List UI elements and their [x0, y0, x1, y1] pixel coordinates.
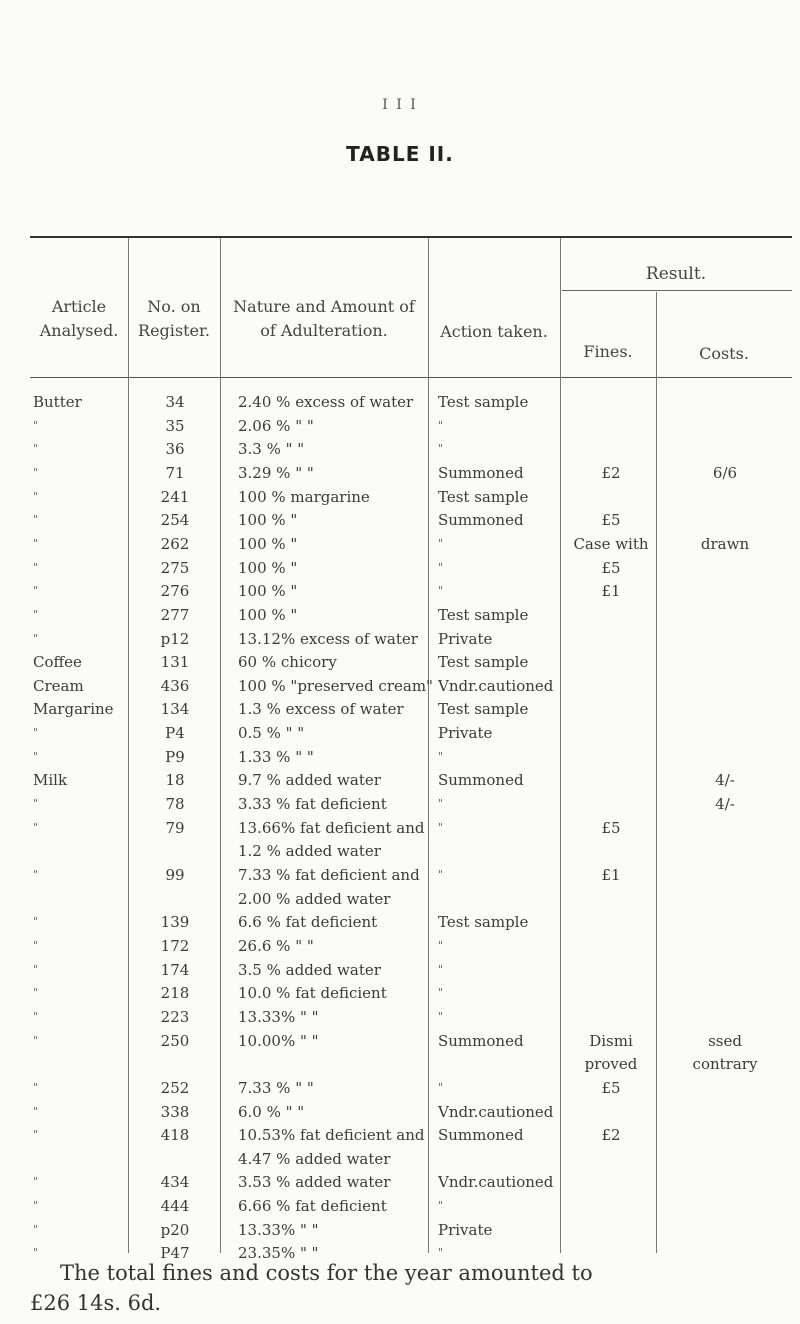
- cell-nature: 7.33 % " ": [238, 1079, 314, 1097]
- cell-article: ": [33, 584, 40, 597]
- cell-article: ": [33, 1128, 40, 1141]
- cell-action: Test sample: [438, 488, 529, 506]
- cell-article: ": [33, 537, 40, 550]
- table-row: [0, 960, 800, 984]
- cell-register-no: 277: [160, 606, 190, 624]
- cell-register-no: p20: [160, 1221, 190, 1239]
- table-row: [0, 487, 800, 511]
- header-article-line2: Analysed.: [39, 321, 119, 340]
- cell-action: Vndr.cautioned: [438, 1103, 554, 1121]
- table-row: [0, 416, 800, 440]
- table-row: [0, 936, 800, 960]
- cell-register-no: 172: [160, 937, 190, 955]
- cell-article: ": [33, 821, 40, 834]
- cell-fines: £1: [601, 582, 621, 600]
- cell-action: ": [438, 419, 445, 432]
- cell-register-no: 99: [165, 866, 185, 884]
- cell-article: ": [33, 1223, 40, 1236]
- header-article: [30, 295, 128, 343]
- table-row: [0, 841, 800, 865]
- cell-action: Private: [438, 1221, 493, 1239]
- header-article-line1: Article: [51, 297, 107, 316]
- table-row: [0, 699, 800, 723]
- cell-costs: 6/6: [712, 464, 738, 482]
- cell-nature: 10.0 % fat deficient: [238, 984, 387, 1002]
- page-number: I I I: [382, 97, 418, 113]
- header-register-line2: Register.: [138, 321, 210, 340]
- cell-nature: 0.5 % " ": [238, 724, 305, 742]
- cell-nature: 13.33% " ": [238, 1221, 319, 1239]
- cell-action: Summoned: [438, 464, 524, 482]
- table-row: [0, 818, 800, 842]
- cell-nature: 1.2 % added water: [238, 842, 381, 860]
- cell-nature: 6.6 % fat deficient: [238, 913, 378, 931]
- cell-nature: 1.33 % " ": [238, 748, 314, 766]
- cell-nature: 100 % "preserved cream": [238, 677, 433, 695]
- header-rule: [30, 377, 792, 378]
- cell-article: ": [33, 1175, 40, 1188]
- cell-action: Private: [438, 724, 493, 742]
- cell-register-no: 338: [160, 1103, 190, 1121]
- table-row: [0, 510, 800, 534]
- cell-article: ": [33, 490, 40, 503]
- header-result: Result.: [645, 264, 707, 284]
- cell-action: ": [438, 963, 445, 976]
- cell-action: Vndr.cautioned: [438, 1173, 554, 1191]
- table-row: [0, 747, 800, 771]
- cell-action: Test sample: [438, 653, 529, 671]
- cell-fines: £5: [601, 1079, 621, 1097]
- header-register-line1: No. on: [147, 297, 201, 316]
- cell-costs: 4/-: [715, 771, 735, 789]
- cell-article: ": [33, 939, 40, 952]
- table-row: [0, 1031, 800, 1055]
- header-nature-line1: Nature and Amount of: [233, 297, 415, 316]
- cell-register-no: 241: [160, 488, 190, 506]
- cell-article: ": [33, 1010, 40, 1023]
- cell-nature: 100 % ": [238, 535, 298, 553]
- cell-costs: ssed: [708, 1032, 742, 1050]
- table-row: [0, 1196, 800, 1220]
- cell-register-no: 444: [160, 1197, 190, 1215]
- cell-nature: 3.53 % added water: [238, 1173, 391, 1191]
- cell-article: ": [33, 561, 40, 574]
- cell-action: Summoned: [438, 511, 524, 529]
- cell-fines: Dismi: [589, 1032, 633, 1050]
- cell-register-no: 134: [160, 700, 190, 718]
- cell-register-no: P4: [165, 724, 185, 742]
- cell-nature: 2.00 % added water: [238, 890, 391, 908]
- cell-register-no: 78: [165, 795, 185, 813]
- cell-action: ": [438, 1199, 445, 1212]
- table-row: [0, 1125, 800, 1149]
- cell-action: Summoned: [438, 1126, 524, 1144]
- cell-article: ": [33, 632, 40, 645]
- cell-action: Test sample: [438, 700, 529, 718]
- cell-nature: 9.7 % added water: [238, 771, 381, 789]
- cell-costs: 4/-: [715, 795, 735, 813]
- header-action: Action taken.: [440, 322, 548, 341]
- cell-article: ": [33, 466, 40, 479]
- table-row: [0, 889, 800, 913]
- cell-action: Vndr.cautioned: [438, 677, 554, 695]
- cell-article: ": [33, 442, 40, 455]
- header-register: [128, 295, 220, 343]
- table-row: [0, 534, 800, 558]
- cell-nature: 3.5 % added water: [238, 961, 381, 979]
- cell-article: Margarine: [33, 700, 114, 718]
- footer-line-2: £26 14s. 6d.: [30, 1291, 162, 1315]
- table-row: [0, 558, 800, 582]
- table-row: [0, 605, 800, 629]
- cell-action: Test sample: [438, 606, 529, 624]
- header-nature: [220, 295, 428, 343]
- cell-fines: £2: [601, 464, 621, 482]
- table-row: [0, 676, 800, 700]
- cell-register-no: 71: [165, 464, 185, 482]
- cell-nature: 3.3 % " ": [238, 440, 305, 458]
- cell-action: ": [438, 939, 445, 952]
- cell-nature: 3.33 % fat deficient: [238, 795, 387, 813]
- table-row: [0, 723, 800, 747]
- cell-article: ": [33, 797, 40, 810]
- cell-article: ": [33, 1246, 40, 1259]
- cell-nature: 100 % ": [238, 582, 298, 600]
- cell-fines: £5: [601, 511, 621, 529]
- page-title: TABLE II.: [346, 142, 454, 166]
- cell-register-no: 79: [165, 819, 185, 837]
- cell-nature: 100 % ": [238, 511, 298, 529]
- cell-action: ": [438, 442, 445, 455]
- cell-nature: 6.66 % fat deficient: [238, 1197, 387, 1215]
- cell-article: ": [33, 963, 40, 976]
- cell-register-no: 36: [165, 440, 185, 458]
- cell-action: ": [438, 750, 445, 763]
- table-row: [0, 865, 800, 889]
- cell-article: Coffee: [33, 653, 82, 671]
- cell-article: Butter: [33, 393, 82, 411]
- cell-register-no: P9: [165, 748, 185, 766]
- cell-article: ": [33, 868, 40, 881]
- cell-article: ": [33, 750, 40, 763]
- footer-note: [30, 1258, 790, 1318]
- cell-nature: 100 % margarine: [238, 488, 370, 506]
- cell-article: ": [33, 608, 40, 621]
- cell-action: Test sample: [438, 913, 529, 931]
- cell-article: ": [33, 726, 40, 739]
- table-row: [0, 629, 800, 653]
- header-costs: Costs.: [699, 344, 749, 363]
- cell-nature: 1.3 % excess of water: [238, 700, 404, 718]
- table-row: [0, 912, 800, 936]
- cell-costs: contrary: [692, 1055, 758, 1073]
- cell-article: ": [33, 1199, 40, 1212]
- cell-register-no: 254: [160, 511, 190, 529]
- cell-register-no: 436: [160, 677, 190, 695]
- cell-action: Summoned: [438, 1032, 524, 1050]
- result-divider: [562, 290, 792, 291]
- table-row: [0, 1149, 800, 1173]
- cell-nature: 13.12% excess of water: [238, 630, 418, 648]
- cell-action: ": [438, 584, 445, 597]
- table-row: [0, 1078, 800, 1102]
- footer-line-1: The total fines and costs for the year amounted to: [60, 1261, 593, 1285]
- cell-register-no: 174: [160, 961, 190, 979]
- cell-action: Summoned: [438, 771, 524, 789]
- cell-fines: £1: [601, 866, 621, 884]
- table-top-rule: [30, 236, 792, 238]
- table-row: [0, 439, 800, 463]
- cell-register-no: 262: [160, 535, 190, 553]
- cell-nature: 60 % chicory: [238, 653, 337, 671]
- cell-nature: 6.0 % " ": [238, 1103, 305, 1121]
- cell-article: ": [33, 986, 40, 999]
- cell-action: Test sample: [438, 393, 529, 411]
- cell-action: ": [438, 537, 445, 550]
- table-row: [0, 652, 800, 676]
- cell-nature: 7.33 % fat deficient and: [238, 866, 420, 884]
- cell-action: ": [438, 561, 445, 574]
- cell-action: ": [438, 1246, 445, 1259]
- table-row: [0, 1220, 800, 1244]
- cell-action: ": [438, 868, 445, 881]
- cell-nature: 4.47 % added water: [238, 1150, 391, 1168]
- table-row: [0, 1007, 800, 1031]
- cell-article: ": [33, 513, 40, 526]
- cell-register-no: 35: [165, 417, 185, 435]
- cell-nature: 13.66% fat deficient and: [238, 819, 425, 837]
- cell-fines: £2: [601, 1126, 621, 1144]
- cell-register-no: 418: [160, 1126, 190, 1144]
- cell-action: ": [438, 986, 445, 999]
- cell-register-no: 275: [160, 559, 190, 577]
- cell-register-no: 252: [160, 1079, 190, 1097]
- cell-article: ": [33, 1034, 40, 1047]
- table-row: [0, 581, 800, 605]
- cell-register-no: 34: [165, 393, 185, 411]
- cell-article: ": [33, 1081, 40, 1094]
- cell-nature: 26.6 % " ": [238, 937, 314, 955]
- cell-nature: 10.53% fat deficient and: [238, 1126, 425, 1144]
- header-nature-line2: of Adulteration.: [260, 321, 388, 340]
- cell-action: Private: [438, 630, 493, 648]
- cell-register-no: 276: [160, 582, 190, 600]
- cell-fines: £5: [601, 559, 621, 577]
- cell-nature: 2.40 % excess of water: [238, 393, 414, 411]
- table-row: [0, 1054, 800, 1078]
- table-row: [0, 794, 800, 818]
- table-row: [0, 392, 800, 416]
- cell-nature: 23.35% " ": [238, 1244, 319, 1262]
- table-row: [0, 1102, 800, 1126]
- cell-fines: £5: [601, 819, 621, 837]
- cell-nature: 3.29 % " ": [238, 464, 314, 482]
- cell-register-no: 223: [160, 1008, 190, 1026]
- table-row: [0, 983, 800, 1007]
- cell-register-no: 218: [160, 984, 190, 1002]
- cell-article: Cream: [33, 677, 84, 695]
- cell-register-no: 434: [160, 1173, 190, 1191]
- cell-nature: 13.33% " ": [238, 1008, 319, 1026]
- cell-article: Milk: [33, 771, 68, 789]
- cell-register-no: P47: [160, 1244, 190, 1262]
- cell-register-no: p12: [160, 630, 190, 648]
- cell-costs: drawn: [700, 535, 750, 553]
- cell-nature: 100 % ": [238, 606, 298, 624]
- table-row: [0, 1172, 800, 1196]
- cell-fines: Case with: [573, 535, 649, 553]
- cell-nature: 2.06 % " ": [238, 417, 314, 435]
- cell-fines: proved: [584, 1055, 638, 1073]
- cell-article: ": [33, 915, 40, 928]
- cell-action: ": [438, 821, 445, 834]
- header-fines: Fines.: [583, 342, 633, 361]
- table-row: [0, 770, 800, 794]
- cell-action: ": [438, 797, 445, 810]
- cell-register-no: 139: [160, 913, 190, 931]
- cell-register-no: 18: [165, 771, 185, 789]
- cell-article: ": [33, 1105, 40, 1118]
- cell-register-no: 131: [160, 653, 190, 671]
- cell-action: ": [438, 1010, 445, 1023]
- cell-action: ": [438, 1081, 445, 1094]
- cell-nature: 10.00% " ": [238, 1032, 319, 1050]
- cell-nature: 100 % ": [238, 559, 298, 577]
- cell-article: ": [33, 419, 40, 432]
- table-row: [0, 463, 800, 487]
- cell-register-no: 250: [160, 1032, 190, 1050]
